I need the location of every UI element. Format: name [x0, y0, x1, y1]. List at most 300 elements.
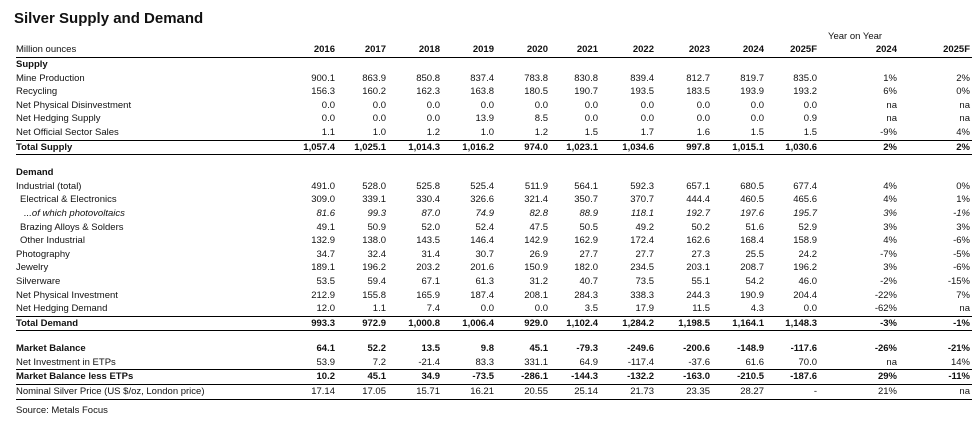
- value-cell: 997.8: [656, 140, 712, 155]
- value-cell: 525.4: [470, 180, 494, 192]
- value-cell: 338.3: [630, 289, 654, 301]
- row-label: Net Hedging Supply: [16, 113, 101, 125]
- value-cell: 17.9: [635, 303, 654, 315]
- value-cell: 0.0: [534, 303, 548, 315]
- value-cell: 863.9: [362, 72, 386, 84]
- value-cell: 17.05: [337, 385, 388, 400]
- value-cell: 31.2: [529, 275, 548, 287]
- value-cell: 0.0: [372, 99, 386, 111]
- yoy-cell: 0%: [956, 180, 970, 192]
- value-cell: 45.1: [337, 370, 388, 385]
- value-cell: 331.1: [496, 356, 550, 370]
- yoy-cell: na: [886, 99, 897, 111]
- value-cell: 13.9: [475, 113, 494, 125]
- value-cell: 142.9: [524, 235, 548, 247]
- value-cell: 31.4: [421, 248, 440, 260]
- value-cell: 511.9: [524, 180, 548, 192]
- value-cell: 1.0: [480, 126, 494, 138]
- empty-cell: [442, 58, 496, 72]
- row-label: Electrical & Electronics: [20, 194, 117, 206]
- value-cell: 812.7: [686, 72, 710, 84]
- section-label: Supply: [16, 59, 48, 70]
- row-label: Market Balance less ETPs: [16, 370, 278, 385]
- supply-row: [16, 126, 972, 140]
- value-cell: 50.2: [691, 221, 710, 233]
- value-cell: 13.5: [421, 343, 440, 355]
- empty-cell: [899, 58, 972, 72]
- empty-cell: [656, 155, 712, 167]
- demand-row: [16, 289, 972, 303]
- demand-row: [16, 275, 972, 289]
- value-cell: 24.2: [798, 248, 817, 260]
- supply-section-label: [16, 58, 972, 72]
- value-cell: 212.9: [311, 289, 335, 301]
- empty-cell: [496, 58, 550, 72]
- value-cell: 55.1: [691, 275, 710, 287]
- value-cell: 61.3: [475, 275, 494, 287]
- yoy-cell: 4%: [883, 180, 897, 192]
- value-cell: 162.6: [686, 235, 710, 247]
- value-cell: 64.9: [550, 356, 600, 370]
- year-header: 2019: [442, 43, 496, 58]
- value-cell: 27.3: [691, 248, 710, 260]
- yoy-cell: -15%: [947, 275, 970, 287]
- year-header: 2022: [600, 43, 656, 58]
- value-cell: 49.1: [316, 221, 335, 233]
- value-cell: 49.2: [635, 221, 654, 233]
- value-cell: 7.4: [426, 303, 440, 315]
- value-cell: 11.5: [692, 303, 710, 315]
- value-cell: 0.0: [750, 113, 764, 125]
- row-label: Other Industrial: [20, 235, 85, 247]
- year-on-year-header: Year on Year: [828, 31, 883, 42]
- yoy-cell: na: [959, 113, 970, 125]
- empty-cell: [712, 155, 766, 167]
- yoy-cell: 6%: [883, 86, 897, 98]
- value-cell: 7.2: [337, 356, 388, 370]
- empty-cell: [278, 155, 337, 167]
- demand-row: [16, 180, 972, 194]
- yoy-cell: na: [899, 385, 972, 400]
- value-cell: 46.0: [798, 275, 817, 287]
- yoy-cell: -6%: [953, 235, 970, 247]
- value-cell: 67.1: [421, 275, 440, 287]
- value-cell: 0.0: [426, 113, 440, 125]
- empty-cell: [712, 166, 766, 180]
- value-cell: 51.6: [745, 221, 764, 233]
- value-cell: 193.2: [793, 86, 817, 98]
- value-cell: 196.2: [362, 262, 386, 274]
- value-cell: -79.3: [576, 343, 598, 355]
- value-cell: 155.8: [362, 289, 386, 301]
- empty-cell: [899, 331, 972, 343]
- yoy-cell: -62%: [874, 303, 897, 315]
- value-cell: 25.14: [550, 385, 600, 400]
- value-cell: 183.5: [686, 86, 710, 98]
- total-supply-row: [16, 140, 972, 155]
- demand-row: [16, 221, 972, 235]
- yoy-cell: 2%: [819, 140, 899, 155]
- value-cell: 160.2: [362, 86, 386, 98]
- value-cell: 592.3: [630, 180, 654, 192]
- net-etps-row: [16, 356, 972, 370]
- year-header: 2025F: [766, 43, 819, 58]
- empty-cell: [550, 58, 600, 72]
- yoy-cell: 3%: [883, 207, 897, 219]
- empty-cell: [600, 155, 656, 167]
- value-cell: 0.0: [480, 99, 494, 111]
- empty-cell: [899, 166, 972, 180]
- value-cell: 30.7: [475, 248, 494, 260]
- empty-cell: [337, 331, 388, 343]
- empty-cell: [496, 166, 550, 180]
- value-cell: 525.8: [416, 180, 440, 192]
- value-cell: 929.0: [496, 316, 550, 331]
- value-cell: 162.9: [574, 235, 598, 247]
- value-cell: -200.6: [683, 343, 710, 355]
- value-cell: 244.3: [686, 289, 710, 301]
- supply-row: [16, 112, 972, 126]
- yoy-cell: 4%: [956, 126, 970, 138]
- value-cell: 59.4: [367, 275, 386, 287]
- value-cell: 460.5: [740, 194, 764, 206]
- empty-cell: [388, 331, 442, 343]
- value-cell: -163.0: [656, 370, 712, 385]
- value-cell: 1.5: [584, 126, 598, 138]
- yoy-year-header: 2025F: [899, 43, 972, 58]
- value-cell: 99.3: [367, 207, 386, 219]
- value-cell: 52.0: [421, 221, 440, 233]
- supply-row: [16, 72, 972, 86]
- value-cell: 0.0: [803, 99, 817, 111]
- yoy-cell: na: [819, 356, 899, 370]
- value-cell: 146.4: [470, 235, 494, 247]
- value-cell: 143.5: [416, 235, 440, 247]
- value-cell: 1,006.4: [442, 316, 496, 331]
- row-label: Brazing Alloys & Solders: [20, 221, 124, 233]
- value-cell: 1,015.1: [712, 140, 766, 155]
- value-cell: 190.9: [740, 289, 764, 301]
- empty-cell: [278, 166, 337, 180]
- value-cell: 850.8: [416, 72, 440, 84]
- yoy-cell: -6%: [953, 262, 970, 274]
- empty-cell: [496, 331, 550, 343]
- value-cell: 284.3: [574, 289, 598, 301]
- empty-cell: [656, 331, 712, 343]
- unit-label: Million ounces: [16, 43, 278, 58]
- value-cell: 81.6: [316, 207, 335, 219]
- row-label: Net Official Sector Sales: [16, 126, 119, 138]
- value-cell: 204.4: [793, 289, 817, 301]
- supply-demand-table: [16, 43, 972, 400]
- value-cell: 835.0: [793, 72, 817, 84]
- value-cell: 9.8: [480, 343, 494, 355]
- value-cell: 34.9: [388, 370, 442, 385]
- value-cell: 309.0: [311, 194, 335, 206]
- value-cell: 17.14: [278, 385, 337, 400]
- value-cell: 564.1: [574, 180, 598, 192]
- value-cell: 1.2: [426, 126, 440, 138]
- demand-row: [16, 302, 972, 316]
- value-cell: 321.4: [524, 194, 548, 206]
- value-cell: 974.0: [496, 140, 550, 155]
- value-cell: 8.5: [534, 113, 548, 125]
- empty-cell: [656, 58, 712, 72]
- value-cell: 32.4: [367, 248, 386, 260]
- row-label: Silverware: [16, 275, 61, 287]
- row-label: Nominal Silver Price (US $/oz, London price): [16, 385, 278, 400]
- empty-cell: [819, 58, 899, 72]
- yoy-cell: 7%: [956, 289, 970, 301]
- yoy-cell: 4%: [883, 235, 897, 247]
- empty-cell: [550, 166, 600, 180]
- row-label: Mine Production: [16, 72, 85, 84]
- value-cell: 900.1: [311, 72, 335, 84]
- yoy-cell: -22%: [874, 289, 897, 301]
- value-cell: -148.9: [737, 343, 764, 355]
- value-cell: 40.7: [579, 275, 598, 287]
- value-cell: 1,148.3: [766, 316, 819, 331]
- value-cell: 187.4: [470, 289, 494, 301]
- row-label: Total Demand: [16, 316, 278, 331]
- value-cell: -286.1: [496, 370, 550, 385]
- row-label: Net Physical Disinvestment: [16, 99, 132, 111]
- value-cell: 339.1: [362, 194, 386, 206]
- value-cell: 52.9: [798, 221, 817, 233]
- empty-cell: [819, 331, 899, 343]
- value-cell: -249.6: [627, 343, 654, 355]
- value-cell: 87.0: [421, 207, 440, 219]
- value-cell: 20.55: [496, 385, 550, 400]
- value-cell: 0.0: [480, 303, 494, 315]
- demand-row: [16, 248, 972, 262]
- yoy-cell: -9%: [880, 126, 897, 138]
- yoy-cell: 29%: [819, 370, 899, 385]
- value-cell: -210.5: [712, 370, 766, 385]
- value-cell: 234.5: [630, 262, 654, 274]
- yoy-cell: 2%: [956, 72, 970, 84]
- yoy-cell: 4%: [883, 194, 897, 206]
- yoy-cell: na: [959, 99, 970, 111]
- empty-cell: [600, 166, 656, 180]
- value-cell: 1.2: [534, 126, 548, 138]
- yoy-cell: -2%: [880, 275, 897, 287]
- value-cell: 0.0: [584, 113, 598, 125]
- value-cell: 182.0: [574, 262, 598, 274]
- value-cell: 4.3: [750, 303, 764, 315]
- value-cell: 172.4: [630, 235, 654, 247]
- value-cell: 132.9: [311, 235, 335, 247]
- empty-cell: [496, 155, 550, 167]
- empty-cell: [766, 166, 819, 180]
- value-cell: 465.6: [793, 194, 817, 206]
- value-cell: 528.0: [362, 180, 386, 192]
- value-cell: 25.5: [745, 248, 764, 260]
- value-cell: 83.3: [442, 356, 496, 370]
- empty-cell: [388, 58, 442, 72]
- value-cell: 1,023.1: [550, 140, 600, 155]
- value-cell: 53.9: [278, 356, 337, 370]
- table-title: Silver Supply and Demand: [14, 10, 204, 27]
- value-cell: 26.9: [529, 248, 548, 260]
- empty-cell: [712, 58, 766, 72]
- value-cell: 839.4: [630, 72, 654, 84]
- value-cell: 1,034.6: [600, 140, 656, 155]
- value-cell: 197.6: [740, 207, 764, 219]
- empty-cell: [16, 155, 278, 167]
- value-cell: 1,000.8: [388, 316, 442, 331]
- value-cell: 27.7: [579, 248, 598, 260]
- value-cell: -73.5: [442, 370, 496, 385]
- value-cell: 27.7: [635, 248, 654, 260]
- value-cell: 180.5: [524, 86, 548, 98]
- value-cell: 28.27: [712, 385, 766, 400]
- value-cell: 52.4: [475, 221, 494, 233]
- row-label: Industrial (total): [16, 180, 82, 192]
- value-cell: 680.5: [740, 180, 764, 192]
- yoy-cell: na: [886, 113, 897, 125]
- value-cell: 819.7: [740, 72, 764, 84]
- row-label: ...of which photovoltaics: [24, 207, 125, 219]
- value-cell: 10.2: [278, 370, 337, 385]
- value-cell: 0.0: [321, 99, 335, 111]
- value-cell: 165.9: [416, 289, 440, 301]
- value-cell: 195.7: [793, 207, 817, 219]
- value-cell: 45.1: [529, 343, 548, 355]
- yoy-cell: -1%: [953, 207, 970, 219]
- value-cell: 1.6: [696, 126, 710, 138]
- value-cell: 73.5: [635, 275, 654, 287]
- demand-row: [16, 193, 972, 207]
- yoy-cell: 0%: [956, 86, 970, 98]
- spacer-row: [16, 331, 972, 343]
- value-cell: 118.1: [630, 207, 654, 219]
- value-cell: 203.1: [686, 262, 710, 274]
- row-label: Photography: [16, 248, 70, 260]
- value-cell: 1.7: [640, 126, 654, 138]
- value-cell: -144.3: [550, 370, 600, 385]
- value-cell: 1,014.3: [388, 140, 442, 155]
- yoy-year-header: 2024: [819, 43, 899, 58]
- value-cell: -132.2: [600, 370, 656, 385]
- value-cell: 0.0: [750, 99, 764, 111]
- value-cell: 326.6: [470, 194, 494, 206]
- row-label: Market Balance: [16, 343, 86, 355]
- empty-cell: [337, 58, 388, 72]
- row-label: Net Investment in ETPs: [16, 356, 278, 370]
- value-cell: 208.1: [524, 289, 548, 301]
- yoy-cell: -7%: [880, 248, 897, 260]
- empty-cell: [337, 166, 388, 180]
- value-cell: 208.7: [740, 262, 764, 274]
- value-cell: 1.0: [372, 126, 386, 138]
- empty-cell: [388, 166, 442, 180]
- value-cell: 1.1: [372, 303, 386, 315]
- value-cell: -21.4: [388, 356, 442, 370]
- value-cell: 1,164.1: [712, 316, 766, 331]
- year-header: 2016: [278, 43, 337, 58]
- value-cell: 61.6: [712, 356, 766, 370]
- value-cell: 193.9: [740, 86, 764, 98]
- value-cell: 189.1: [311, 262, 335, 274]
- row-label: Net Hedging Demand: [16, 303, 108, 315]
- value-cell: 50.5: [579, 221, 598, 233]
- empty-cell: [819, 155, 899, 167]
- value-cell: 350.7: [574, 194, 598, 206]
- value-cell: 0.0: [696, 113, 710, 125]
- empty-cell: [550, 155, 600, 167]
- empty-cell: [656, 166, 712, 180]
- empty-cell: [442, 155, 496, 167]
- empty-cell: [766, 58, 819, 72]
- section-label: Demand: [16, 167, 54, 179]
- yoy-cell: 3%: [883, 221, 897, 233]
- total-demand-row: [16, 316, 972, 331]
- value-cell: 16.21: [442, 385, 496, 400]
- value-cell: 138.0: [362, 235, 386, 247]
- empty-cell: [442, 166, 496, 180]
- yoy-cell: 3%: [956, 221, 970, 233]
- empty-cell: [278, 331, 337, 343]
- yoy-cell: -11%: [899, 370, 972, 385]
- year-header: 2023: [656, 43, 712, 58]
- yoy-cell: 1%: [883, 72, 897, 84]
- supply-row: [16, 85, 972, 99]
- yoy-cell: 2%: [899, 140, 972, 155]
- demand-row: [16, 207, 972, 221]
- value-cell: 53.5: [316, 275, 335, 287]
- value-cell: 0.0: [426, 99, 440, 111]
- value-cell: 491.0: [311, 180, 335, 192]
- value-cell: -37.6: [656, 356, 712, 370]
- value-cell: 830.8: [574, 72, 598, 84]
- value-cell: 201.6: [470, 262, 494, 274]
- value-cell: 657.1: [686, 180, 710, 192]
- empty-cell: [766, 155, 819, 167]
- value-cell: -117.4: [600, 356, 656, 370]
- value-cell: 677.4: [793, 180, 817, 192]
- value-cell: 203.2: [416, 262, 440, 274]
- year-header: 2021: [550, 43, 600, 58]
- value-cell: 23.35: [656, 385, 712, 400]
- value-cell: 52.2: [367, 343, 386, 355]
- value-cell: 196.2: [793, 262, 817, 274]
- value-cell: 88.9: [579, 207, 598, 219]
- source-note: Source: Metals Focus: [16, 405, 108, 416]
- yoy-cell: -5%: [953, 248, 970, 260]
- value-cell: 1,102.4: [550, 316, 600, 331]
- empty-cell: [16, 331, 278, 343]
- value-cell: 82.8: [529, 207, 548, 219]
- demand-row: [16, 261, 972, 275]
- value-cell: 0.0: [640, 99, 654, 111]
- year-header: 2017: [337, 43, 388, 58]
- value-cell: 1,284.2: [600, 316, 656, 331]
- value-cell: 47.5: [529, 221, 548, 233]
- empty-cell: [819, 166, 899, 180]
- value-cell: 444.4: [686, 194, 710, 206]
- value-cell: 190.7: [574, 86, 598, 98]
- value-cell: 12.0: [316, 303, 335, 315]
- yoy-cell: 1%: [956, 194, 970, 206]
- value-cell: 3.5: [584, 303, 598, 315]
- yoy-cell: 3%: [883, 262, 897, 274]
- row-label: Recycling: [16, 86, 58, 98]
- yoy-cell: -26%: [874, 343, 897, 355]
- header-row: [16, 43, 972, 58]
- yoy-cell: na: [959, 303, 970, 315]
- value-cell: 34.7: [316, 248, 335, 260]
